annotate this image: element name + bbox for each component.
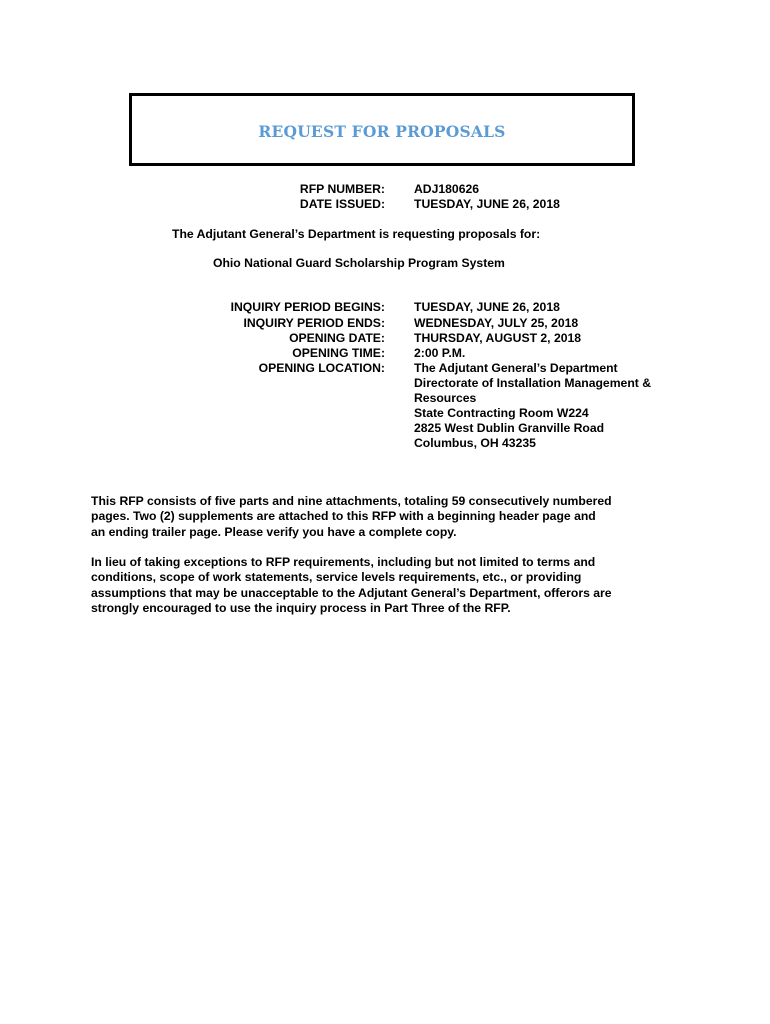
opening-time-value: 2:00 P.M.: [414, 346, 466, 360]
intro-text: The Adjutant General’s Department is requesting proposals for:: [172, 227, 541, 241]
title-box: [129, 93, 635, 166]
date-issued-label: DATE ISSUED:: [299, 197, 385, 211]
paragraph-line: conditions, scope of work statements, service levels requirements, etc., or providing: [91, 570, 582, 585]
opening-location-line: State Contracting Room W224: [414, 406, 589, 420]
opening-time-label: OPENING TIME:: [292, 346, 385, 360]
paragraph-line: an ending trailer page. Please verify you have a complete copy.: [91, 524, 457, 539]
inquiry-ends-label: INQUIRY PERIOD ENDS:: [243, 316, 385, 330]
paragraph-line: assumptions that may be unacceptable to the Adjutant General’s Department, offerors are: [91, 585, 612, 600]
inquiry-begins-label: INQUIRY PERIOD BEGINS:: [230, 300, 385, 314]
opening-location-line: Columbus, OH 43235: [414, 436, 536, 450]
opening-date-value: THURSDAY, AUGUST 2, 2018: [414, 331, 582, 345]
paragraph-inquiry-process: [91, 555, 651, 616]
paragraph-rfp-contents: [91, 494, 651, 540]
paragraph-line: pages. Two (2) supplements are attached to this RFP with a beginning header page and: [91, 509, 596, 524]
date-issued-value: TUESDAY, JUNE 26, 2018: [414, 197, 560, 211]
opening-location-line: The Adjutant General’s Department: [414, 361, 618, 375]
opening-location-label: OPENING LOCATION:: [258, 361, 385, 375]
opening-date-label: OPENING DATE:: [289, 331, 385, 345]
inquiry-begins-value: TUESDAY, JUNE 26, 2018: [414, 300, 560, 314]
document-title: REQUEST FOR PROPOSALS: [258, 122, 506, 141]
paragraph-line: This RFP consists of five parts and nine attachments, totaling 59 consecutively numbered: [91, 494, 612, 508]
opening-location-line: Directorate of Installation Management &: [414, 376, 652, 390]
inquiry-ends-value: WEDNESDAY, JULY 25, 2018: [414, 316, 579, 330]
rfp-number-label: RFP NUMBER:: [299, 182, 385, 196]
rfp-number-value: ADJ180626: [414, 182, 480, 196]
opening-location-line: Resources: [414, 391, 477, 405]
program-name: Ohio National Guard Scholarship Program System: [213, 256, 505, 270]
opening-location-line: 2825 West Dublin Granville Road: [414, 421, 605, 435]
paragraph-line: In lieu of taking exceptions to RFP requirements, including but not limited to terms and: [91, 555, 596, 569]
paragraph-line: strongly encouraged to use the inquiry process in Part Three of the RFP.: [91, 600, 511, 615]
